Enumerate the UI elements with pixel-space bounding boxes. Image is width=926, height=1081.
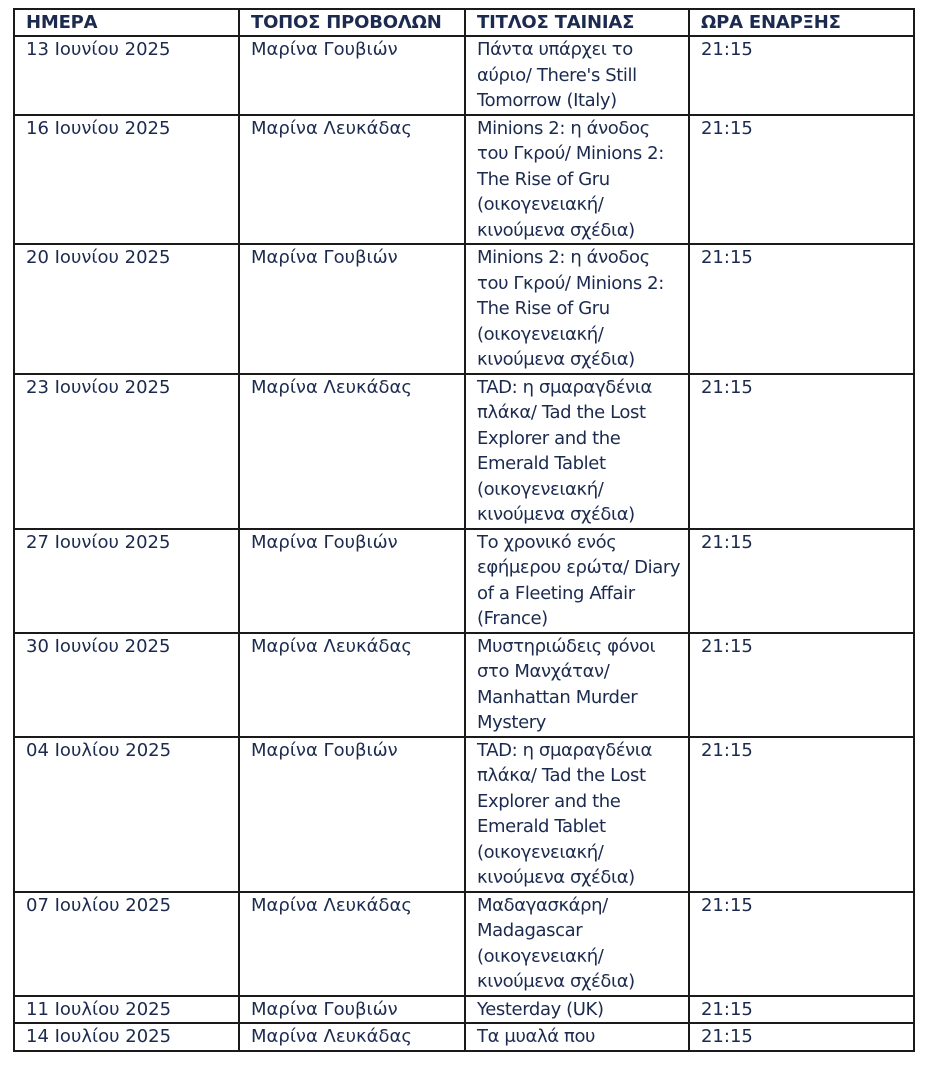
header-start-time: ΩΡΑ ΕΝΑΡΞΗΣ bbox=[689, 9, 914, 36]
table-body bbox=[14, 36, 914, 1051]
film-title-cell: Minions 2: η άνοδος του Γκρού/ Minions 2: The Rise of Gru (οικογενειακή/ κινούμενα σχέδια) bbox=[465, 244, 689, 374]
film-title-cell: Μαδαγασκάρη/ Madagascar (οικογενειακή/ κινούμενα σχέδια) bbox=[465, 892, 689, 996]
date-cell: 16 Ιουνίου 2025 bbox=[14, 115, 239, 245]
date-cell: 04 Ιουλίου 2025 bbox=[14, 737, 239, 892]
table-row bbox=[14, 892, 914, 996]
start-time-cell: 21:15 bbox=[689, 892, 914, 996]
venue-cell: Μαρίνα Γουβιών bbox=[239, 737, 465, 892]
start-time-cell: 21:15 bbox=[689, 529, 914, 633]
table-row bbox=[14, 633, 914, 737]
header-row bbox=[14, 9, 914, 36]
header-film-title: ΤΙΤΛΟΣ ΤΑΙΝΙΑΣ bbox=[465, 9, 689, 36]
start-time-cell: 21:15 bbox=[689, 1023, 914, 1051]
venue-cell: Μαρίνα Λευκάδας bbox=[239, 1023, 465, 1051]
header-date: ΗΜΕΡΑ bbox=[14, 9, 239, 36]
table-row bbox=[14, 115, 914, 245]
venue-cell: Μαρίνα Γουβιών bbox=[239, 36, 465, 115]
start-time-cell: 21:15 bbox=[689, 244, 914, 374]
table-row bbox=[14, 737, 914, 892]
table-row bbox=[14, 996, 914, 1024]
film-title-cell: Τα μυαλά που bbox=[465, 1023, 689, 1051]
film-title-cell: TAD: η σμαραγδένια πλάκα/ Tad the Lost Explorer and the Emerald Tablet (οικογενειακή/ κινούμενα σχέδια) bbox=[465, 374, 689, 529]
start-time-cell: 21:15 bbox=[689, 115, 914, 245]
date-cell: 23 Ιουνίου 2025 bbox=[14, 374, 239, 529]
film-title-cell: Το χρονικό ενός εφήμερου ερώτα/ Diary of a Fleeting Affair (France) bbox=[465, 529, 689, 633]
film-title-cell: TAD: η σμαραγδένια πλάκα/ Tad the Lost Explorer and the Emerald Tablet (οικογενειακή/ κινούμενα σχέδια) bbox=[465, 737, 689, 892]
venue-cell: Μαρίνα Γουβιών bbox=[239, 244, 465, 374]
date-cell: 13 Ιουνίου 2025 bbox=[14, 36, 239, 115]
header-venue: ΤΟΠΟΣ ΠΡΟΒΟΛΩΝ bbox=[239, 9, 465, 36]
date-cell: 11 Ιουλίου 2025 bbox=[14, 996, 239, 1024]
film-title-cell: Πάντα υπάρχει το αύριο/ There's Still Tomorrow (Italy) bbox=[465, 36, 689, 115]
film-title-cell: Yesterday (UK) bbox=[465, 996, 689, 1024]
table-row bbox=[14, 1023, 914, 1051]
venue-cell: Μαρίνα Λευκάδας bbox=[239, 633, 465, 737]
start-time-cell: 21:15 bbox=[689, 737, 914, 892]
date-cell: 20 Ιουνίου 2025 bbox=[14, 244, 239, 374]
table-row bbox=[14, 36, 914, 115]
table-row bbox=[14, 244, 914, 374]
start-time-cell: 21:15 bbox=[689, 633, 914, 737]
date-cell: 27 Ιουνίου 2025 bbox=[14, 529, 239, 633]
venue-cell: Μαρίνα Λευκάδας bbox=[239, 115, 465, 245]
venue-cell: Μαρίνα Λευκάδας bbox=[239, 374, 465, 529]
date-cell: 30 Ιουνίου 2025 bbox=[14, 633, 239, 737]
film-title-cell: Minions 2: η άνοδος του Γκρού/ Minions 2: The Rise of Gru (οικογενειακή/ κινούμενα σχέδια) bbox=[465, 115, 689, 245]
venue-cell: Μαρίνα Λευκάδας bbox=[239, 892, 465, 996]
table-row bbox=[14, 529, 914, 633]
start-time-cell: 21:15 bbox=[689, 36, 914, 115]
start-time-cell: 21:15 bbox=[689, 996, 914, 1024]
table-header bbox=[14, 9, 914, 36]
date-cell: 07 Ιουλίου 2025 bbox=[14, 892, 239, 996]
date-cell: 14 Ιουλίου 2025 bbox=[14, 1023, 239, 1051]
start-time-cell: 21:15 bbox=[689, 374, 914, 529]
film-title-cell: Μυστηριώδεις φόνοι στο Μανχάταν/ Manhattan Murder Mystery bbox=[465, 633, 689, 737]
screening-schedule-table bbox=[13, 8, 915, 1052]
venue-cell: Μαρίνα Γουβιών bbox=[239, 996, 465, 1024]
table-row bbox=[14, 374, 914, 529]
venue-cell: Μαρίνα Γουβιών bbox=[239, 529, 465, 633]
